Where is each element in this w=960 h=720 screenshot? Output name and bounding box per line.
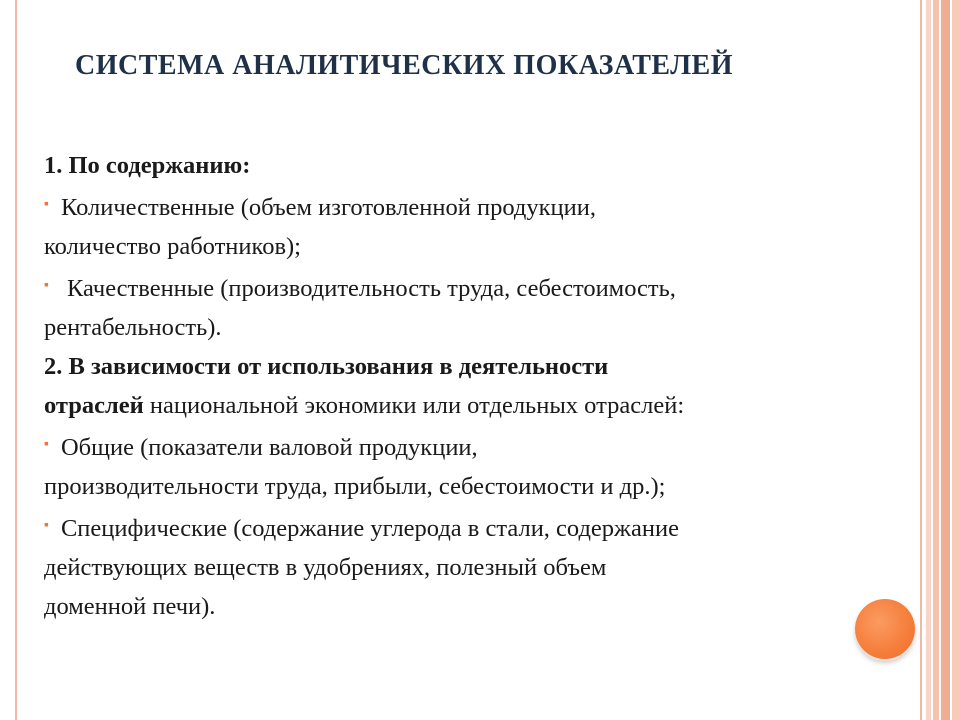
bullet-text-continued: рентабельность). — [44, 314, 222, 341]
list-item — [44, 266, 884, 308]
left-frame-line — [15, 0, 17, 720]
bullet-text-continued: производительности труда, прибыли, себестоимости и др.); — [44, 473, 666, 500]
section1-heading: 1. По содержанию: — [44, 152, 251, 179]
list-item — [44, 506, 884, 548]
bullet-icon: ▪ — [44, 437, 49, 452]
slide-title: СИСТЕМА АНАЛИТИЧЕСКИХ ПОКАЗАТЕЛЕЙ — [75, 50, 734, 81]
right-frame-line — [920, 0, 922, 720]
bullet-text: Общие (показатели валовой продукции, — [60, 434, 478, 461]
section2-heading-continued — [44, 386, 884, 425]
bullet-text: Количественные (объем изготовленной продукции, — [60, 194, 596, 221]
bullet-text: Качественные (производительность труда, себестоимость, — [66, 275, 676, 302]
section2-heading-rest: национальной экономики или отдельных отраслей: — [143, 392, 685, 419]
bullet-text-continued: количество работников); — [44, 233, 301, 260]
bullet-text-continued: действующих веществ в удобрениях, полезный объем — [44, 554, 607, 581]
list-item — [44, 185, 884, 227]
decorative-stripes — [926, 0, 960, 720]
bullet-icon: ▪ — [44, 518, 49, 533]
section2-heading: 2. В зависимости от использования в деятельности — [44, 353, 609, 380]
bullet-icon: ▪ — [44, 197, 49, 212]
decorative-circle — [855, 599, 915, 659]
section2-heading-bold-word: отраслей — [44, 392, 144, 419]
bullet-text: Специфические (содержание углерода в стали, содержание — [60, 515, 679, 542]
slide-body — [44, 146, 884, 626]
bullet-text-continued: доменной печи). — [44, 593, 216, 620]
bullet-icon: ▪ — [44, 278, 49, 293]
list-item — [44, 425, 884, 467]
